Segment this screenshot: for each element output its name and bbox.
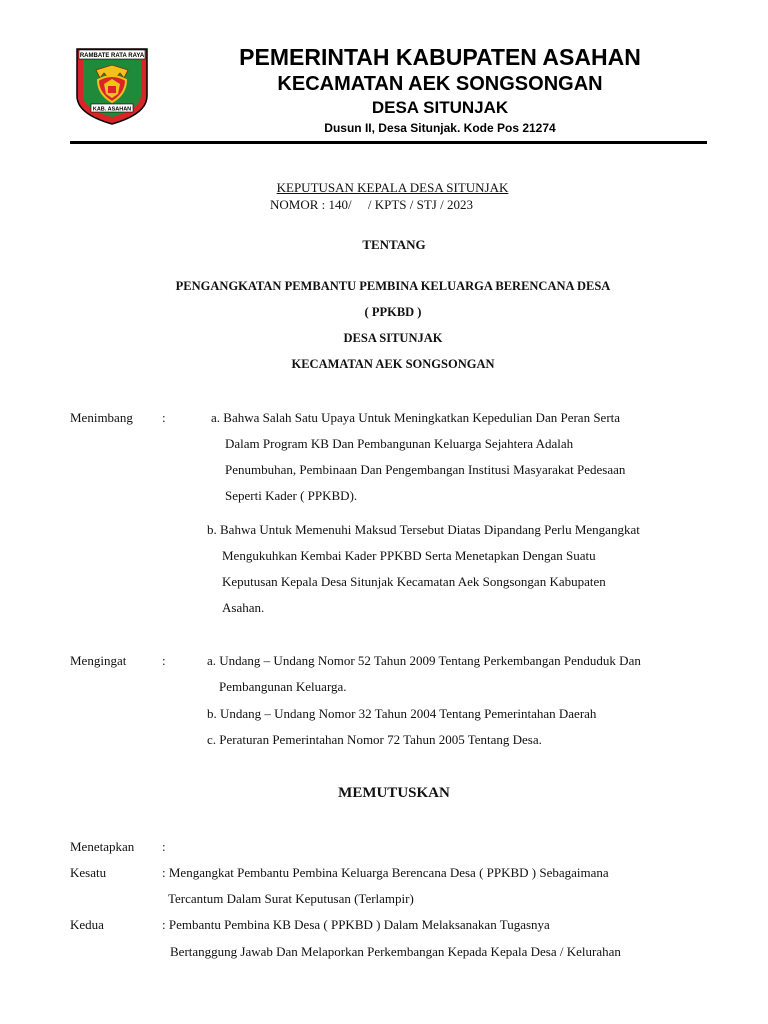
kesatu-line-1: : Mengangkat Pembantu Pembina Keluarga Berencana Desa ( PPKBD ) Sebagaimana [162, 865, 609, 880]
letterhead-government-name: PEMERINTAH KABUPATEN ASAHAN [239, 44, 641, 70]
menimbang-b-line-1: b. Bahwa Untuk Memenuhi Maksud Tersebut Diatas Dipandang Perlu Mengangkat [207, 522, 640, 537]
logo-bottom-ribbon-text: KAB. ASAHAN [92, 106, 132, 113]
kedua-line-1: : Pembantu Pembina KB Desa ( PPKBD ) Dalam Melaksanakan Tugasnya [162, 917, 550, 932]
menimbang-a-line-4: Seperti Kader ( PPKBD). [225, 488, 358, 503]
menimbang-a-line-1: a. Bahwa Salah Satu Upaya Untuk Meningkatkan Kepedulian Dan Peran Serta [211, 410, 621, 425]
letterhead-address: Dusun II, Desa Situnjak. Kode Pos 21274 [324, 121, 556, 135]
kesatu-label: Kesatu [70, 865, 107, 880]
menimbang-a-line-2: Dalam Program KB Dan Pembangunan Keluarga Sejahtera Adalah [225, 436, 574, 451]
menimbang-colon: : [162, 410, 166, 425]
mengingat-c: c. Peraturan Pemerintahan Nomor 72 Tahun 2005 Tentang Desa. [207, 732, 542, 747]
decree-subject-line-2: ( PPKBD ) [364, 305, 422, 319]
menimbang-b-line-2: Mengukuhkan Kembai Kader PPKBD Serta Menetapkan Dengan Suatu [222, 548, 596, 563]
mengingat-label: Mengingat [70, 653, 127, 668]
decree-number: NOMOR : 140/ / KPTS / STJ / 2023 [270, 197, 473, 212]
menimbang-label: Menimbang [70, 410, 133, 425]
kedua-line-2: Bertanggung Jawab Dan Melaporkan Perkembangan Kepada Kepala Desa / Kelurahan [170, 944, 621, 959]
letterhead-district-name: KECAMATAN AEK SONGSONGAN [277, 73, 603, 95]
mengingat-a-line-2: Pembangunan Keluarga. [219, 679, 347, 694]
menetapkan-label: Menetapkan [70, 839, 135, 854]
mengingat-colon: : [162, 653, 166, 668]
decree-title: KEPUTUSAN KEPALA DESA SITUNJAK [276, 180, 509, 195]
asahan-regency-logo [74, 46, 150, 126]
menetapkan-colon: : [162, 839, 166, 854]
letterhead-divider [70, 141, 707, 144]
decree-subject-line-1: PENGANGKATAN PEMBANTU PEMBINA KELUARGA BERENCANA DESA [175, 279, 611, 293]
menimbang-b-line-3: Keputusan Kepala Desa Situnjak Kecamatan Aek Songsongan Kabupaten [222, 574, 606, 589]
kedua-label: Kedua [70, 917, 104, 932]
letterhead-village-name: DESA SITUNJAK [371, 98, 509, 117]
menimbang-b-line-4: Asahan. [222, 600, 265, 615]
mengingat-a-line-1: a. Undang – Undang Nomor 52 Tahun 2009 Tentang Perkembangan Penduduk Dan [207, 653, 641, 668]
tentang-heading: TENTANG [362, 237, 426, 252]
decree-subject-line-3: DESA SITUNJAK [343, 331, 443, 345]
mengingat-b: b. Undang – Undang Nomor 32 Tahun 2004 Tentang Pemerintahan Daerah [207, 706, 597, 721]
logo-top-ribbon-text: RAMBATE RATA RAYA [79, 53, 145, 59]
menimbang-a-line-3: Penumbuhan, Pembinaan Dan Pengembangan Institusi Masyarakat Pedesaan [225, 462, 626, 477]
kesatu-line-2: Tercantum Dalam Surat Keputusan (Terlampir) [168, 891, 414, 906]
decree-subject-line-4: KECAMATAN AEK SONGSONGAN [291, 357, 495, 371]
memutuskan-heading: MEMUTUSKAN [338, 785, 450, 801]
